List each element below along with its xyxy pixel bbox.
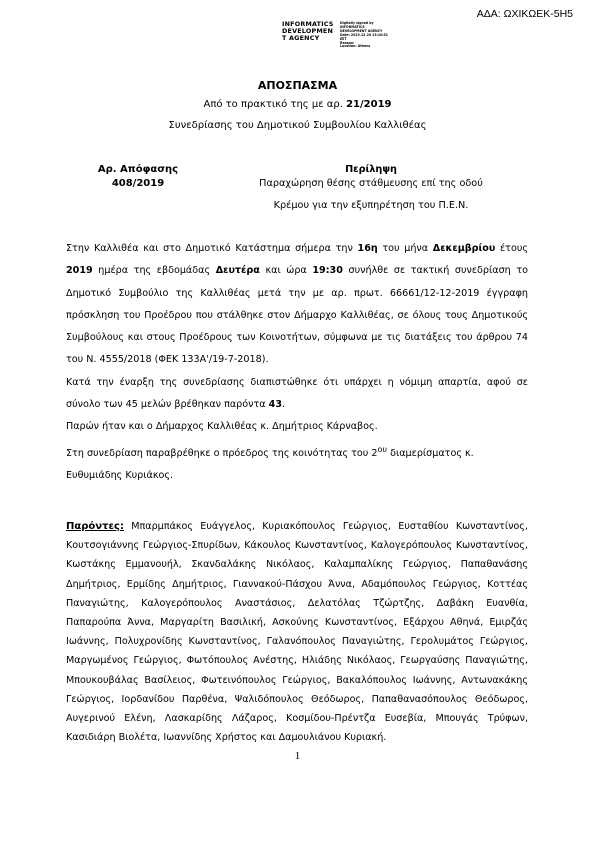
present-members-list: Μπαρμπάκος Ευάγγελος, Κυριακόπουλος Γεώργιος, Ευσταθίου Κωνσταντίνος, Κουτσογιάννης Γεώργιος-Σπυρίδων, Κάκουλος Κωνσταντίνος, Καλογερόπουλος Κωνσταντίνος, Κωστάκης Εμμανουήλ, Σκανδαλάκης Νικόλαος, Καλαμπαλίκης Γεώργιος, Παπαθανάσης Δημήτριος, Ερμίδης Δημήτριος, Γιαννακού-Πάσχου Άννα, Αδαμόπουλος Γεώργιος, Κοττέας Παναγιώτης, Καλογερόπουλος Αναστάσιος, Δελατόλας Τζώρτζης, Δαβάκη Ευανθία, Παπαρούπα Άννα, Μαργαρίτη Βασιλική, Ασκούνης Κωνσταντίνος, Εξάρχου Αθηνά, Εμιρζάς Ιωάννης, Πολυχρονίδης Κωνσταντίνος, Γαλανόπουλος Παναγιώτης, Γερολυμάτος Γεώργιος, Μαργωμένος Γεώργιος, Φωτόπουλος Ανέστης, Ηλιάδης Νικόλαος, Γεωργαύσης Παναγιώτης, Μπουκουβάλας Βασίλειος, Φωτεινόπουλος Γεώργιος, Βακαλόπουλος Ιωάννης, Αντωνακάκης Γεώργιος, Ιορδανίδου Παρθένα, Ψαλιδόπουλος Θεόδωρος, Παπαθανασόπουλος Θεόδωρος, Αυγερινού Ελένη, Λασκαρίδης Λάζαρος, Κοσμίδου-Πρέντζα Ευσεβία, Μπουγάς Τρύφων, Κασιδιάρη Βιολέτα, Ιωαννίδης Χρήστος και Δαμουλιάνου Κυριακή. [66, 521, 528, 744]
stamp-detail-line: INFORMATICS [340, 24, 365, 29]
paragraph-mayor: Παρών ήταν και ο Δήμαρχος Καλλιθέας κ. Δημήτριος Κάρναβος. [66, 421, 378, 433]
stamp-logo-line: T AGENCY [282, 34, 320, 43]
summary-line-1: Παραχώρηση θέσης στάθμευσης επί της οδού [259, 178, 483, 189]
paragraph-quorum [66, 372, 528, 417]
stamp-details [340, 22, 388, 49]
stamp-detail-line: Reason: [340, 40, 355, 45]
session-line: Συνεδρίασης του Δημοτικού Συμβουλίου Καλλιθέας [168, 120, 427, 131]
summary-line-2: Κρέμου για την εξυπηρέτηση του Π.Ε.Ν. [273, 200, 469, 211]
year-value: 2019 [66, 265, 93, 277]
present-members-section [66, 517, 528, 747]
summary-block [238, 163, 504, 213]
stamp-logo-text [282, 21, 334, 43]
paragraph-session-opening [66, 238, 528, 372]
text-run: . [282, 399, 286, 411]
ordinal-suffix: ου [377, 444, 388, 454]
stamp-detail-line: DEVELOPMENT AGENCY [340, 28, 383, 33]
stamp-detail-line: Digitally signed by [340, 21, 374, 25]
text-run: του μήνα [377, 243, 433, 254]
text-run: συνήλθε σε τακτική συνεδρίαση το Δημοτικό Συμβούλιο της Καλλιθέας μετά την με αρ. πρωτ. 66661/12-12-2019 έγγραφη πρόσκληση του Προέδρου που στάλθηκε στον Δήμαρχο Καλλιθέας, σε όλους τους Δημοτικούς Συμβούλους και στους Προέδρους των Κοινοτήτων, σύμφωνα με τις διατάξεις του άρθρου 74 του Ν. 4555/2018 (ΦΕΚ 133Α'/19-7-2018). [66, 265, 528, 366]
paragraph-community-president [66, 439, 528, 488]
month-value: Δεκεμβρίου [432, 243, 496, 254]
minutes-number: 21/2019 [346, 99, 392, 110]
text-run: Κατά την έναρξη της συνεδρίασης διαπιστώθηκε ότι υπάρχει η νόμιμη απαρτία, αφού σε σύνολο των 45 μελών βρέθηκαν παρόντα [66, 376, 528, 411]
digital-signature-stamp [282, 20, 388, 49]
time-value: 19:30 [312, 265, 343, 277]
text-run: ημέρα της εβδομάδας [92, 265, 216, 277]
decision-block [78, 163, 198, 191]
document-title: ΑΠΟΣΠΑΣΜΑ [257, 79, 338, 92]
stamp-detail-line: EET [340, 36, 347, 41]
summary-label: Περίληψη [345, 164, 397, 175]
text-run: και ώρα [259, 265, 313, 277]
stamp-detail-line: Date: 2019.12.20 13:10:51 [340, 32, 388, 37]
document-body [66, 238, 528, 487]
text-run: Στη συνεδρίαση παραβρέθηκε ο πρόεδρος της κοινότητας του 2 [66, 447, 378, 459]
present-label: Παρόντες: [66, 521, 124, 532]
page-number: 1 [294, 750, 301, 762]
day-value: 16η [357, 243, 378, 254]
minutes-reference [0, 99, 595, 110]
decision-number: 408/2019 [111, 178, 165, 189]
weekday-value: Δευτέρα [215, 265, 260, 277]
decision-label: Αρ. Απόφασης [97, 164, 179, 175]
text-run: Στην Καλλιθέα και στο Δημοτικό Κατάστημα σήμερα την [66, 243, 358, 254]
ada-code: ΑΔΑ: ΩΧΙΚΩΕΚ-5Η5 [476, 8, 573, 20]
text-run: διαμερίσματος κ. Ευθυμιάδης Κυριάκος. [66, 447, 474, 482]
stamp-logo-line: DEVELOPMEN [282, 27, 334, 36]
text-run: έτους [495, 243, 528, 254]
minutes-reference-text: Από το πρακτικό της με αρ. [203, 99, 347, 110]
stamp-detail-line: Location: Athens [340, 44, 371, 49]
stamp-logo-line: INFORMATICS [282, 20, 334, 28]
present-count: 43 [268, 399, 283, 411]
